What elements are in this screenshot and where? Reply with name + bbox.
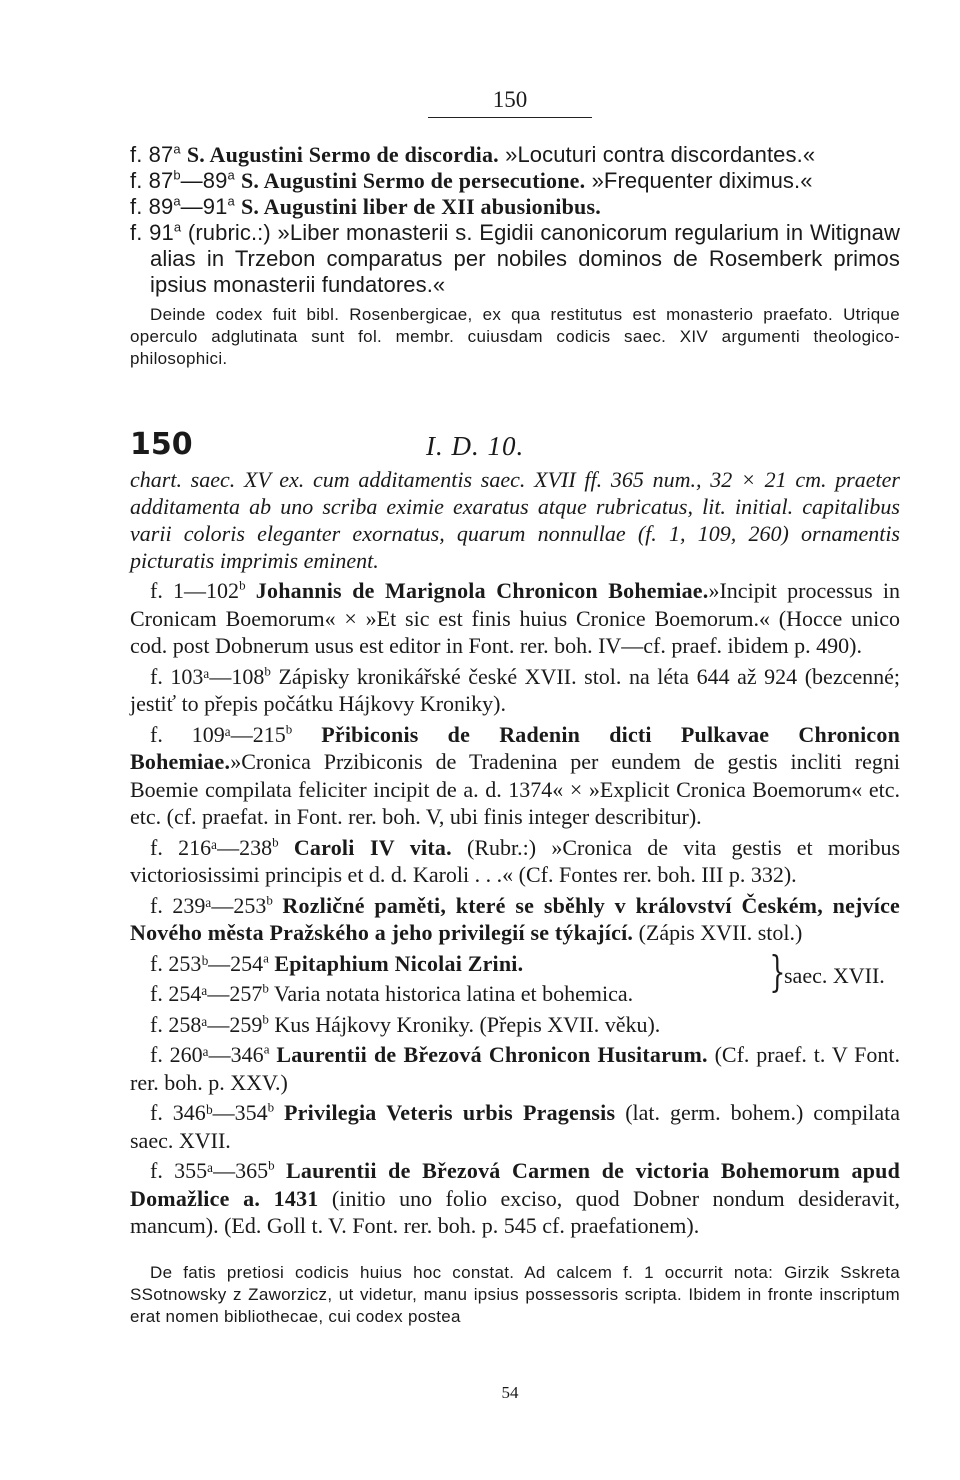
item-text: (Zápis XVII. stol.) bbox=[638, 920, 803, 945]
folio-ref: f. 103ᵃ—108 bbox=[150, 663, 265, 689]
folio-sup: b bbox=[262, 1011, 269, 1027]
content-item bbox=[130, 1041, 900, 1096]
brace-label: saec. XVII. bbox=[784, 962, 885, 988]
provenance-note: Deinde codex fuit bibl. Rosenbergicae, ex qua restitutus est monasterio praefato. Utrique operculo adglutinata sunt fol. membr. cuiusdam codicis saec. XIV argumenti theologico-philosophici. bbox=[130, 305, 900, 368]
folio-ref: f. 253ᵇ—254 bbox=[150, 950, 264, 976]
folio-ref: f. 89 bbox=[130, 194, 174, 219]
folio-ref: f. 239ᵃ—253 bbox=[150, 892, 267, 918]
folio-ref: f. 216ᵃ—238 bbox=[150, 834, 273, 860]
item-text: (initio uno folio exciso, quod Dobner nondum desideravit, mancum). (Ed. Goll t. V. Font. rer. boh. p. 545 cf. praefationem). bbox=[130, 1185, 900, 1238]
entry-heading bbox=[130, 428, 900, 468]
folio-ref: f. 87 bbox=[130, 168, 174, 193]
folio-ref: f. 109ᵃ—215 bbox=[150, 721, 286, 747]
entry-body bbox=[130, 466, 900, 1240]
content-item bbox=[130, 980, 770, 1008]
folio-ref: f. 260ᵃ—346 bbox=[150, 1042, 264, 1067]
item-text: Varia notata historica latina et bohemica. bbox=[273, 981, 634, 1006]
page-number: 150 bbox=[492, 87, 528, 112]
folio-sup: b bbox=[264, 663, 271, 679]
item-title: Epitaphium Nicolai Zrini. bbox=[274, 950, 524, 976]
item-title: S. Augustini Sermo de persecutione. bbox=[241, 168, 586, 193]
item-title: Rozličné paměti, které se sběhly v království Českém, nejvíce Nového města Pražského a jeho privilegií se týkající. bbox=[130, 892, 901, 945]
item-text: (Cf. praef. t. V Font. rer. boh. p. XXV.) bbox=[130, 1042, 901, 1095]
item-text: (Rubr.:) »Cronica de vita gestis et moribus victoriosissimi principis et d. d. Karoli . . .« (Cf. Fontes rer. boh. III p. 332). bbox=[130, 834, 901, 887]
folio-ref: f. 346ᵇ—354 bbox=[150, 1100, 268, 1125]
codex-description: chart. saec. XV ex. cum additamentis saec. XVII ff. 365 num., 32 × 21 cm. praeter additamenta ab uno scriba eximie exaratus atque rubricatus, lit. initial. capitalibus varii coloris eleganter exornatus, quarum nonnullae (f. 1, 109, 260) ornamentis picturatis imprimis eminent. bbox=[130, 467, 900, 573]
item-title: Laurentii de Březová Carmen de victoria Bohemorum apud Domažlice a. 1431 bbox=[130, 1158, 901, 1211]
item-text: Zápisky kronikářské české XVII. stol. na léta 644 až 924 (bezcenné; jestiť to přepis počátku Hájkovy Kroniky). bbox=[130, 663, 900, 716]
content-item bbox=[130, 1011, 900, 1039]
shelfmark: I. D. 10. bbox=[426, 431, 525, 461]
folio-sup: b bbox=[285, 721, 293, 737]
item-title: Caroli IV vita. bbox=[293, 834, 452, 860]
item-title: S. Augustini liber de XII abusionibus. bbox=[241, 194, 601, 219]
folio-sup: b bbox=[268, 1157, 275, 1173]
previous-entry-continuation bbox=[130, 142, 900, 370]
content-item bbox=[130, 663, 900, 718]
folio-ref: f. 254ᵃ—257 bbox=[150, 981, 263, 1006]
footer-number: 54 bbox=[501, 1383, 519, 1402]
content-item bbox=[130, 220, 900, 298]
item-title: Privilegia Veteris urbis Pragensis bbox=[284, 1100, 616, 1125]
content-item bbox=[130, 194, 900, 220]
closing-note-block bbox=[130, 1262, 900, 1328]
item-text: »Cronica Przibiconis de Tradenina per eundem de gestis incliti regni Boemie compilata feliciter incipit de a. d. 1374« × »Explicit Cronica Boemorum« etc. etc. (cf. praefat. in Font. rer. boh. V, ubi finis integer describitur). bbox=[130, 749, 900, 829]
folio-sup: a bbox=[227, 193, 235, 209]
folio-ref: f. 258ᵃ—259 bbox=[150, 1011, 263, 1037]
folio-sup: a bbox=[173, 193, 181, 209]
folio-sup: a bbox=[263, 1041, 270, 1057]
folio-sup: b bbox=[173, 167, 181, 183]
item-text: »Incipit processus in Cronicam Boemorum« × »Et sic est finis huius Cronice Boemorum.« (Hocce unico cod. post Dobnerum usus est editor in Font. rer. boh. IV—cf. praef. ibidem p. 490). bbox=[130, 578, 901, 658]
folio-sup: a bbox=[227, 167, 235, 183]
entry-number: 150 bbox=[130, 427, 193, 462]
item-title: Přibiconis de Radenin dicti Pulkavae Chronicon Bohemiae. bbox=[130, 721, 901, 774]
folio-sup: a bbox=[263, 950, 269, 966]
folio-range: —89 bbox=[180, 168, 228, 193]
folio-range: —91 bbox=[180, 194, 228, 219]
curly-brace-icon: } bbox=[769, 946, 786, 996]
item-title: Laurentii de Březová Chronicon Husitarum. bbox=[276, 1042, 708, 1067]
folio-sup: a bbox=[173, 141, 181, 157]
closing-note: De fatis pretiosi codicis huius hoc constat. Ad calcem f. 1 occurrit nota: Girzik Sskreta SSotnowsky z Zaworzicz, ut videtur, manu ipsius possessoris scripta. Ibidem in fronte inscriptum erat nomen bibliothecae, cui codex postea bbox=[130, 1263, 900, 1326]
folio-sup: a bbox=[173, 219, 182, 235]
item-text: Kus Hájkovy Kroniky. (Přepis XVII. věku). bbox=[274, 1011, 661, 1037]
folio-ref: f. 1—102 bbox=[150, 578, 240, 603]
folio-sup: b bbox=[266, 892, 273, 908]
folio-ref: f. 91 bbox=[130, 220, 174, 245]
saec-xvii-group bbox=[130, 946, 900, 1008]
content-item bbox=[130, 577, 900, 660]
folio-ref: f. 87 bbox=[130, 142, 174, 167]
folio-sup: b bbox=[272, 834, 279, 850]
item-title: Johannis de Marignola Chronicon Bohemiae. bbox=[255, 578, 709, 603]
content-item bbox=[130, 142, 900, 168]
header-rule bbox=[428, 117, 592, 118]
item-text: »Locuturi contra discordantes.« bbox=[505, 142, 816, 167]
item-text: (rubric.:) »Liber monasterii s. Egidii canonicorum regularium in Witignaw alias in Trzebon comparatus per nobiles dominos de Rosemberk primos ipsius monasterii fundatores.« bbox=[150, 220, 900, 297]
content-item bbox=[130, 721, 900, 831]
content-item bbox=[130, 1099, 900, 1154]
folio-sup: b bbox=[239, 577, 246, 593]
item-text: »Frequenter diximus.« bbox=[591, 168, 813, 193]
content-item bbox=[130, 950, 770, 978]
item-title: S. Augustini Sermo de discordia. bbox=[186, 142, 499, 167]
folio-sup: b bbox=[262, 980, 269, 996]
folio-sup: b bbox=[267, 1099, 275, 1115]
folio-ref: f. 355ᵃ—365 bbox=[150, 1158, 269, 1183]
content-item bbox=[130, 168, 900, 194]
content-item bbox=[130, 892, 900, 947]
content-item bbox=[130, 1157, 900, 1240]
item-text: (lat. germ. bohem.) compilata saec. XVII. bbox=[130, 1100, 901, 1153]
content-item bbox=[130, 834, 900, 889]
